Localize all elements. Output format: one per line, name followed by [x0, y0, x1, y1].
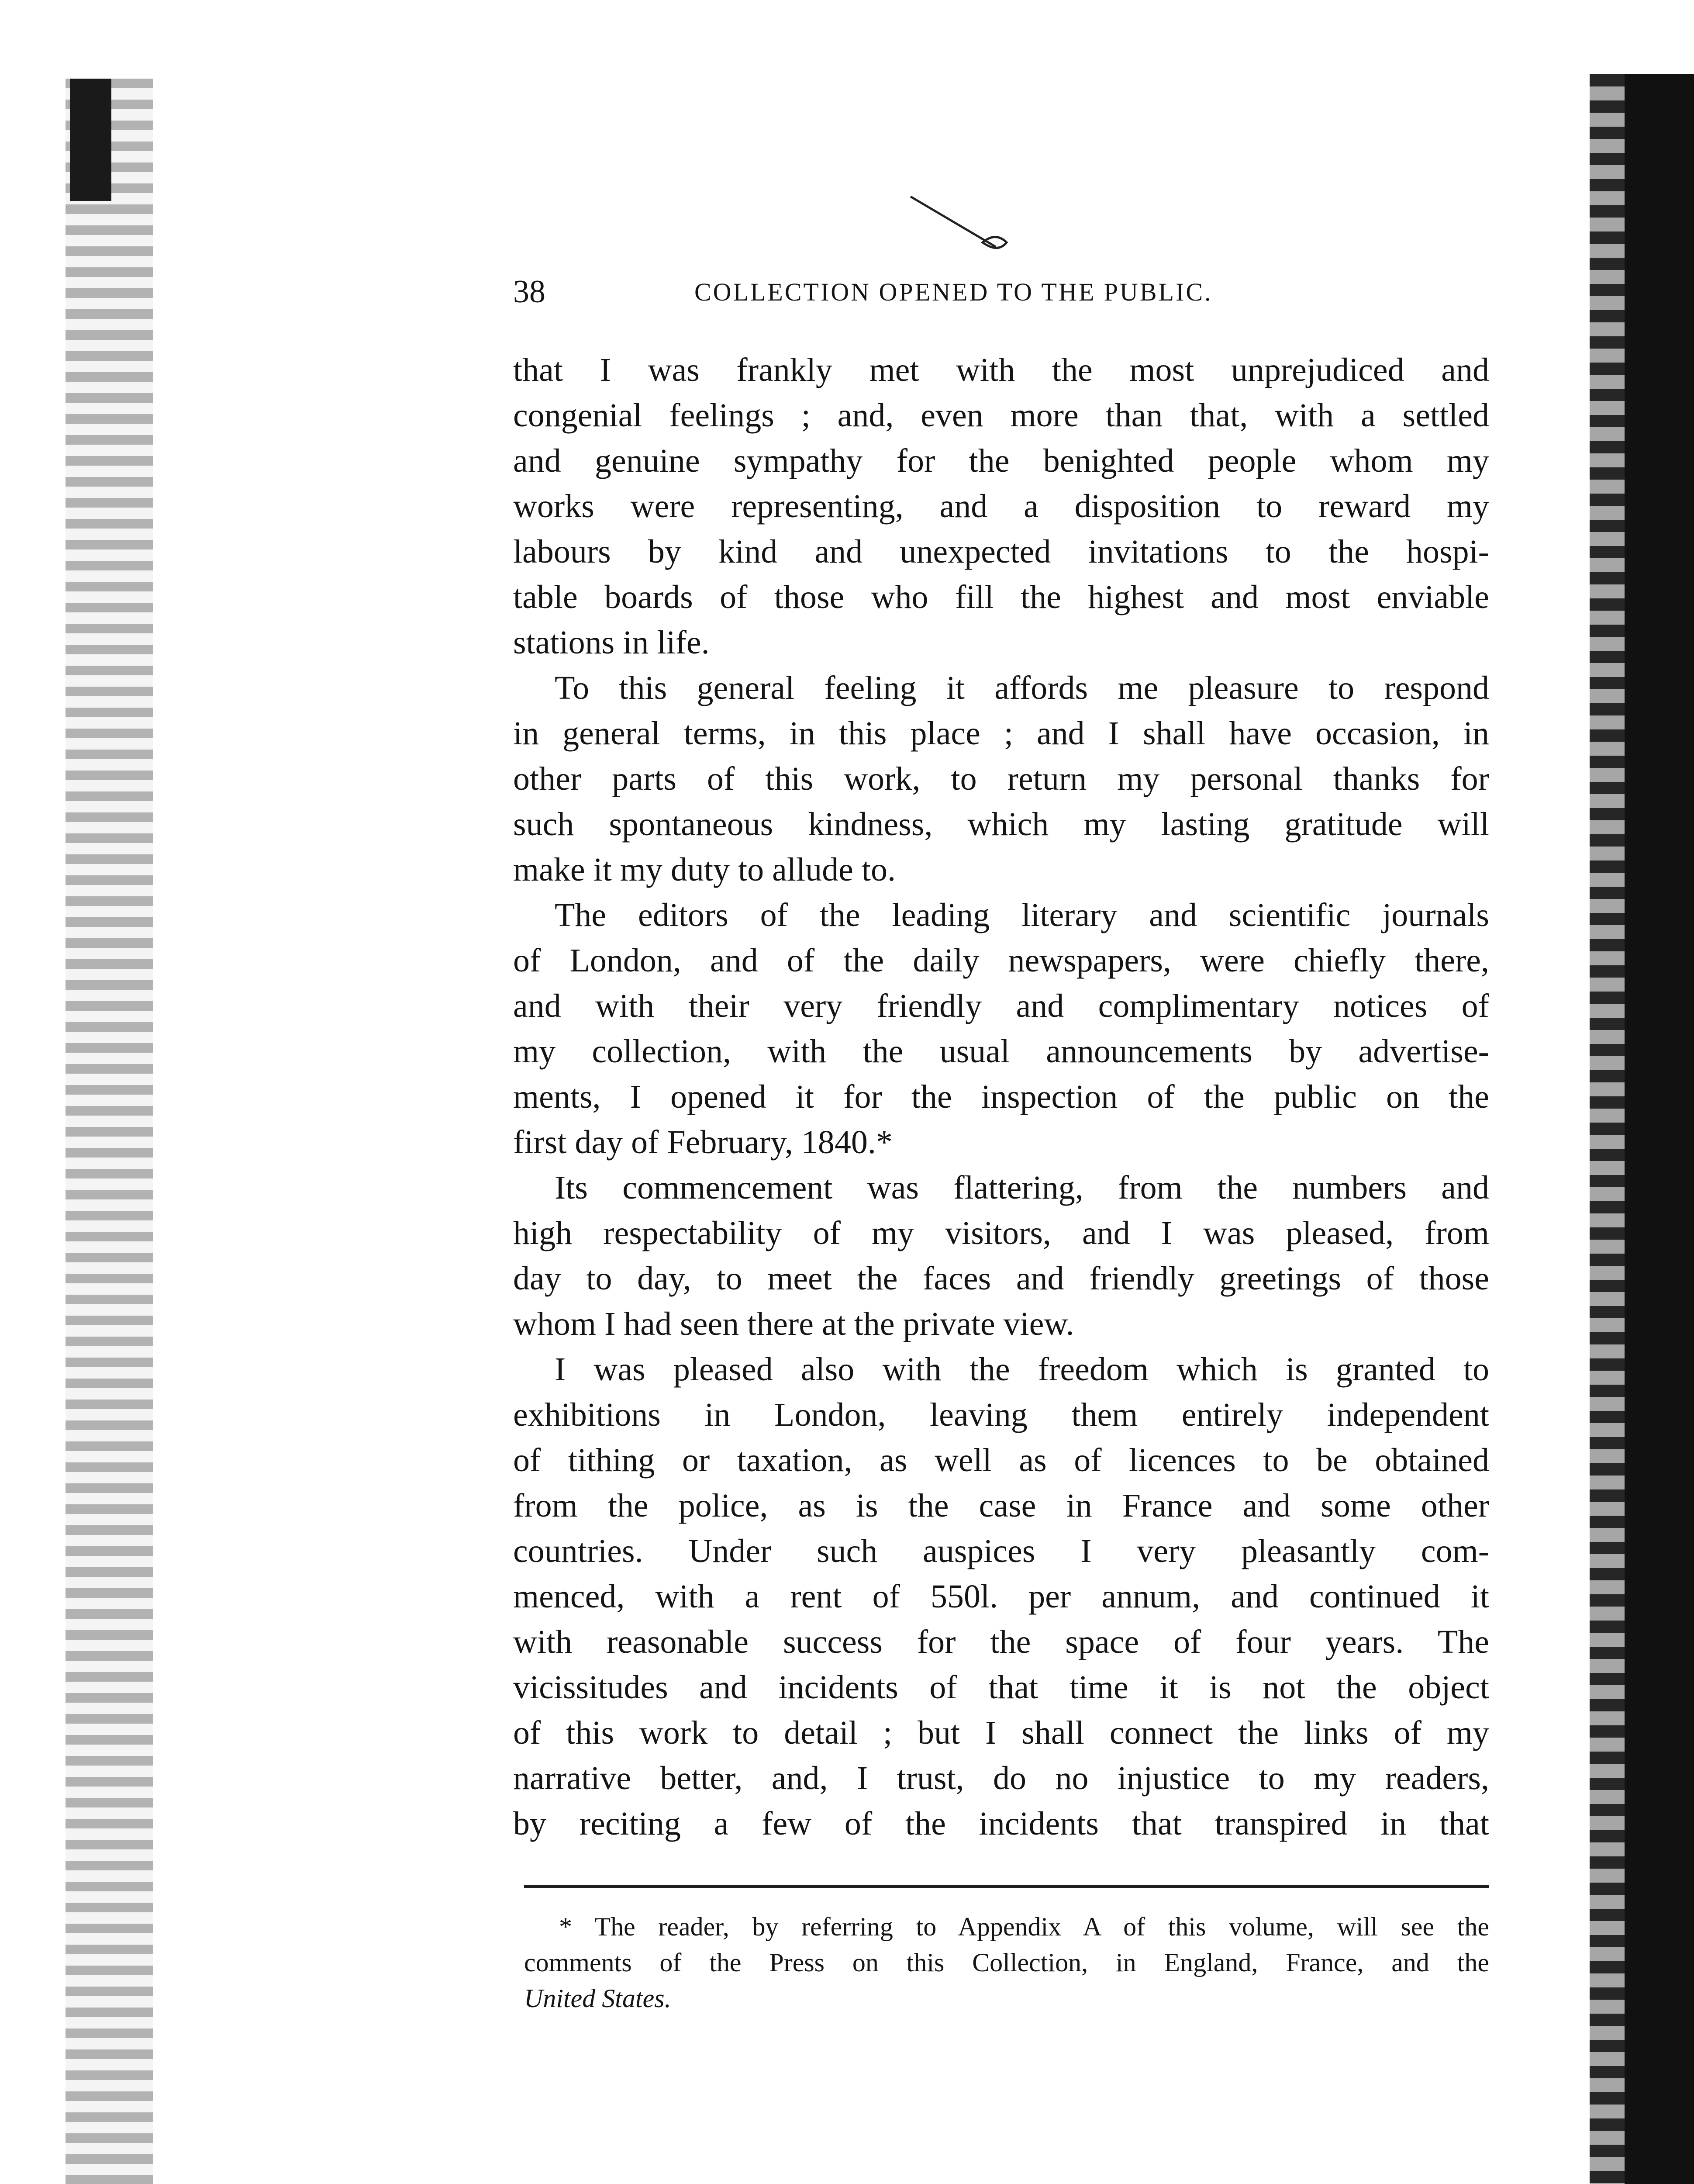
text-line: with reasonable success for the space of four years. The — [513, 1624, 1489, 1660]
text-line: my collection, with the usual announcements by advertise- — [513, 1033, 1489, 1070]
text-line: exhibitions in London, leaving them entirely independent — [513, 1396, 1489, 1433]
text-line: and genuine sympathy for the benighted people whom my — [513, 442, 1489, 479]
text-line: labours by kind and unexpected invitations to the hospi- — [513, 533, 1489, 570]
text-line: day to day, to meet the faces and friendly greetings of those — [513, 1260, 1489, 1297]
text-line: menced, with a rent of 550l. per annum, and continued it — [513, 1578, 1489, 1615]
text-line: Its commencement was flattering, from the numbers and — [555, 1169, 1489, 1206]
text-line: To this general feeling it affords me pleasure to respond — [555, 670, 1489, 706]
footnote-line: United States. — [524, 1984, 671, 2013]
text-line: whom I had seen there at the private view. — [513, 1306, 1074, 1342]
text-line: first day of February, 1840.* — [513, 1124, 893, 1161]
text-line: and with their very friendly and complimentary notices of — [513, 988, 1489, 1024]
footnote — [524, 1909, 1489, 2016]
text-line: make it my duty to allude to. — [513, 851, 896, 888]
text-line: high respectability of my visitors, and I was pleased, from — [513, 1215, 1489, 1251]
page-number: 38 — [513, 274, 545, 310]
text-line: table boards of those who fill the highest and most enviable — [513, 579, 1489, 615]
text-line: stations in life. — [513, 624, 710, 661]
footnote-line: comments of the Press on this Collection, in England, France, and the — [524, 1948, 1489, 1977]
running-head — [513, 274, 1319, 309]
scan-edge-left-dark — [70, 79, 111, 201]
footnote-divider — [524, 1885, 1489, 1888]
text-line: narrative better, and, I trust, do no injustice to my readers, — [513, 1760, 1489, 1797]
text-line: of London, and of the daily newspapers, were chiefly there, — [513, 942, 1489, 979]
text-line: that I was frankly met with the most unprejudiced and — [513, 352, 1489, 388]
scan-edge-right-solid — [1625, 74, 1694, 2184]
text-line: countries. Under such auspices I very pleasantly com- — [513, 1533, 1489, 1569]
text-line: from the police, as is the case in France and some other — [513, 1487, 1489, 1524]
body-text — [513, 347, 1489, 1846]
running-title: COLLECTION OPENED TO THE PUBLIC. — [694, 278, 1213, 306]
scan-edge-left — [66, 79, 153, 2184]
text-line: The editors of the leading literary and scientific journals — [555, 897, 1489, 933]
text-line: such spontaneous kindness, which my lasting gratitude will — [513, 806, 1489, 843]
text-line: ments, I opened it for the inspection of the public on the — [513, 1078, 1489, 1115]
text-line: by reciting a few of the incidents that transpired in that — [513, 1805, 1489, 1842]
text-line: in general terms, in this place ; and I shall have occasion, in — [513, 715, 1489, 752]
footnote-line: * The reader, by referring to Appendix A of this volume, will see the — [559, 1912, 1489, 1941]
text-line: vicissitudes and incidents of that time it is not the object — [513, 1669, 1489, 1706]
text-line: of this work to detail ; but I shall connect the links of my — [513, 1714, 1489, 1751]
pen-mark-icon — [908, 194, 1022, 260]
text-line: other parts of this work, to return my personal thanks for — [513, 760, 1489, 797]
text-line: of tithing or taxation, as well as of licences to be obtained — [513, 1442, 1489, 1479]
text-line: I was pleased also with the freedom which is granted to — [555, 1351, 1489, 1388]
text-line: works were representing, and a disposition to reward my — [513, 488, 1489, 525]
text-line: congenial feelings ; and, even more than that, with a settled — [513, 397, 1489, 434]
